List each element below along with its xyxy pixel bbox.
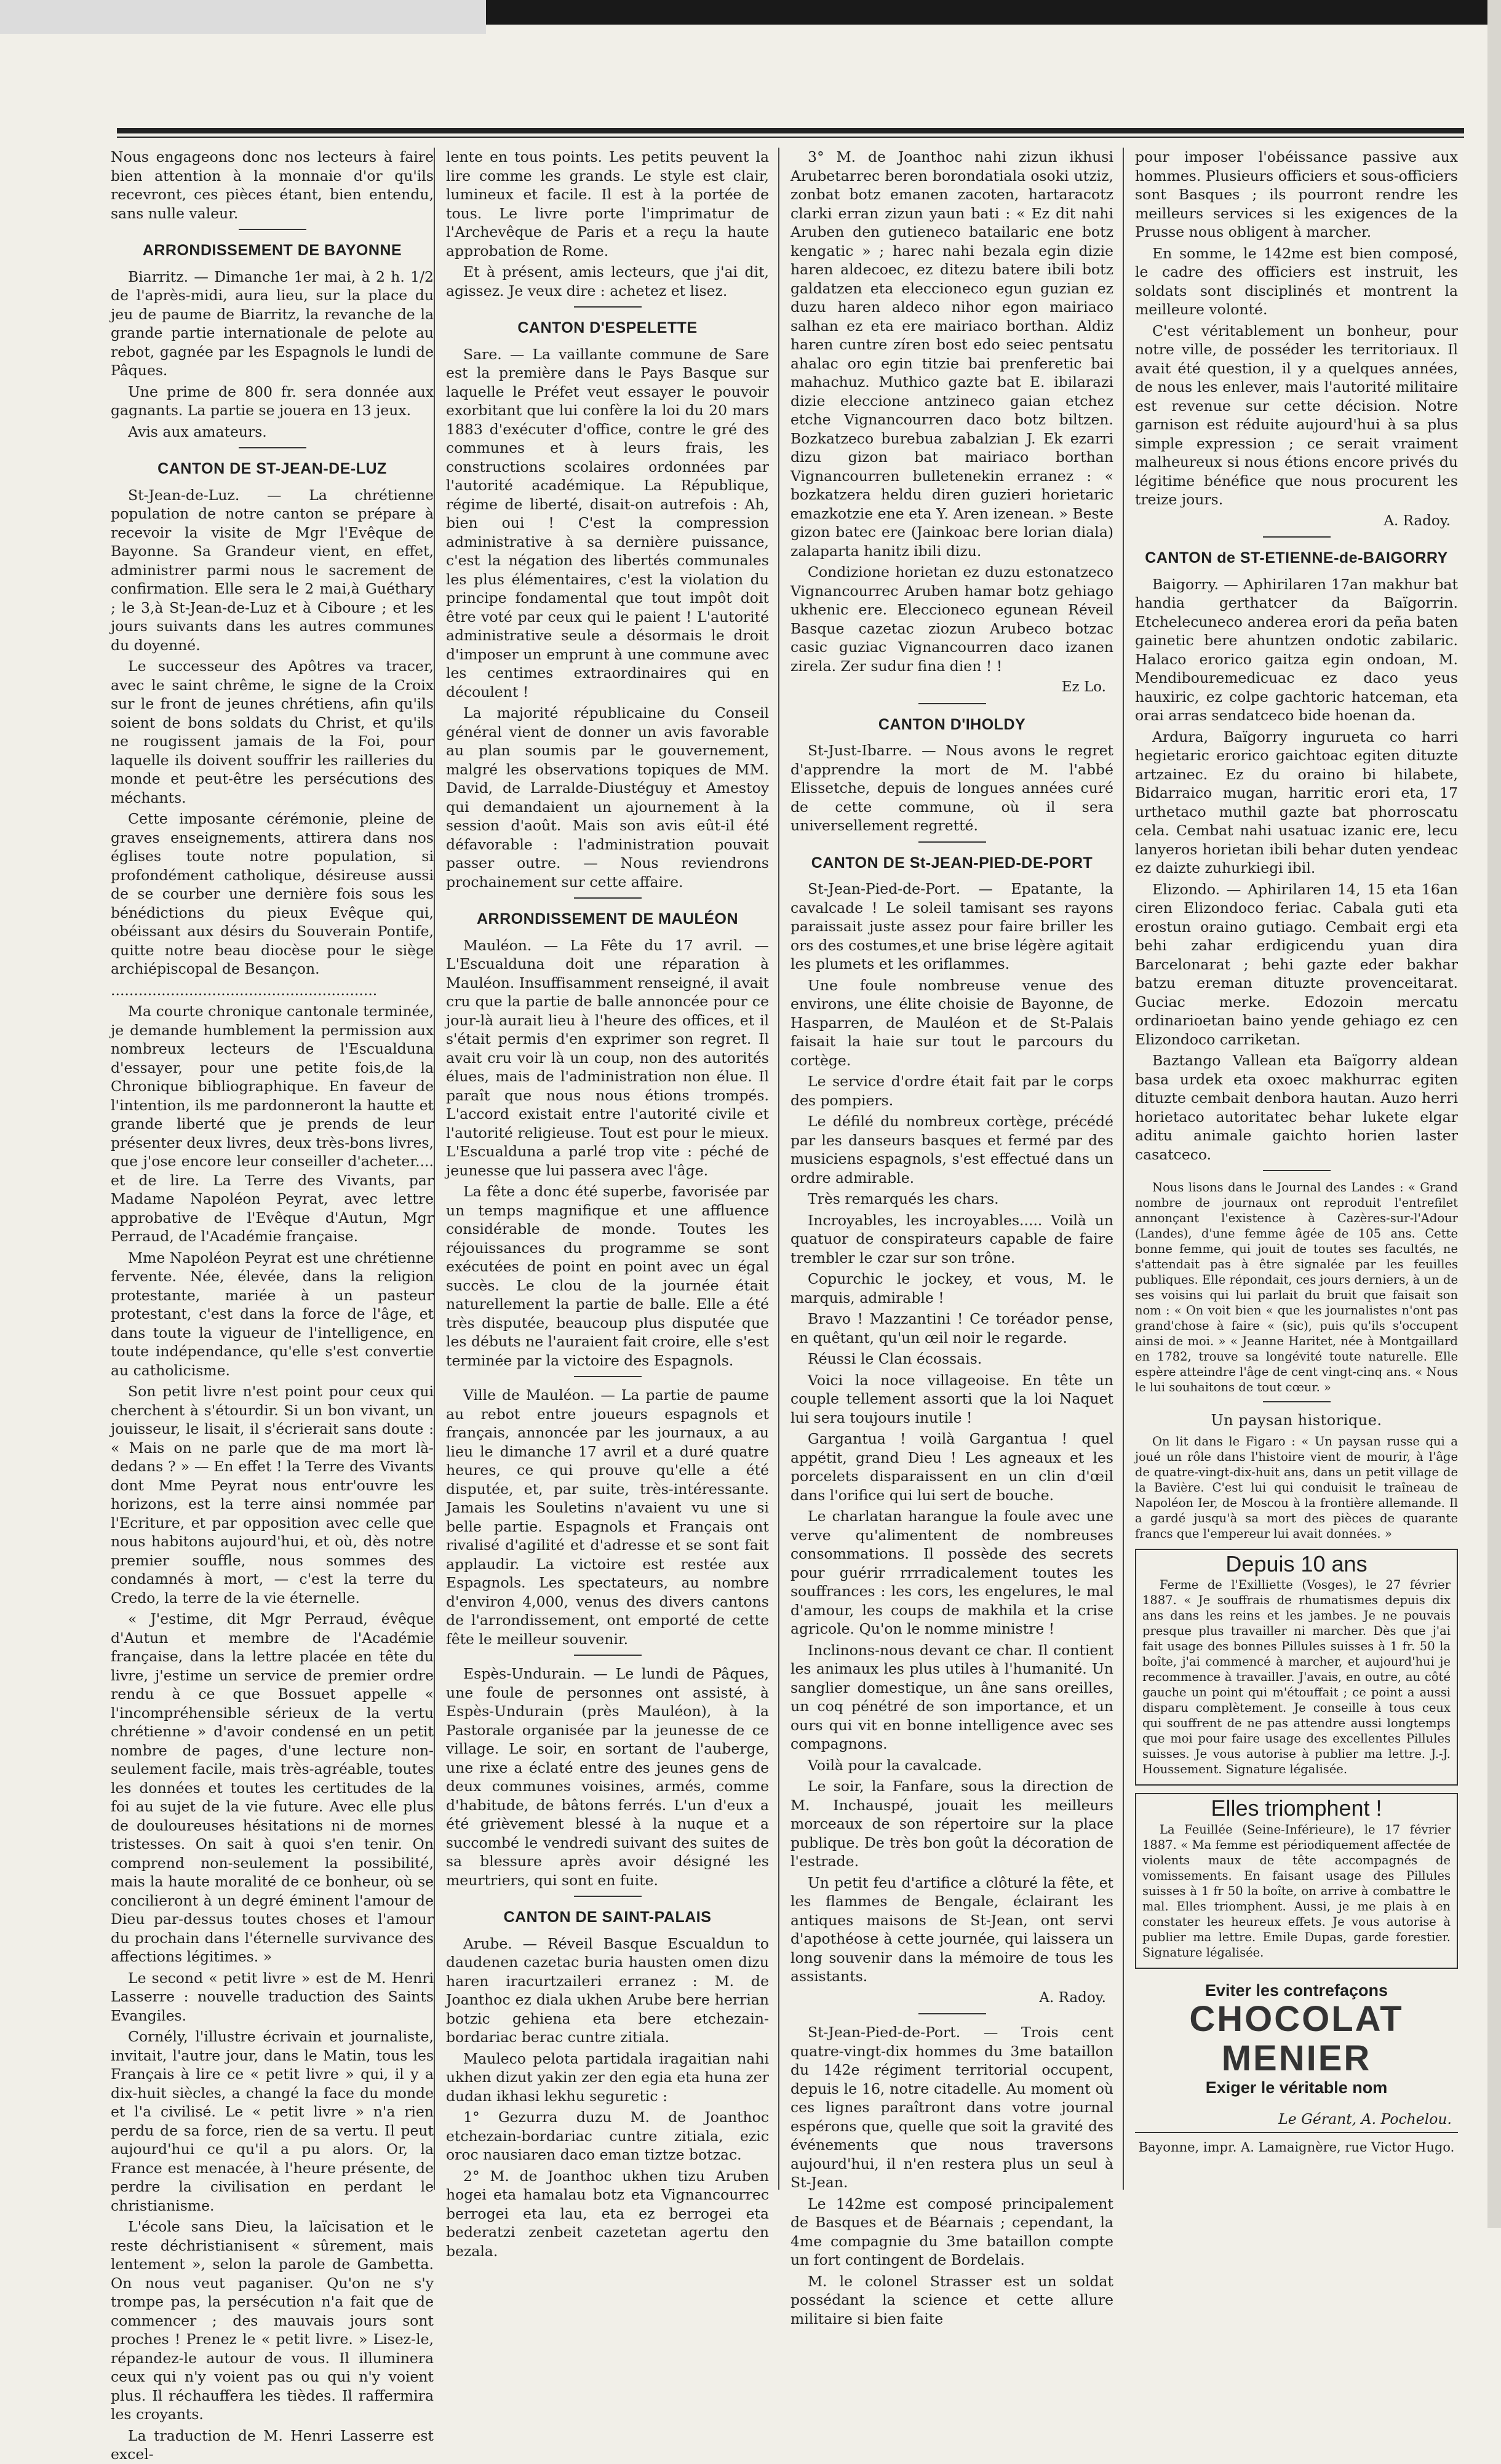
paragraph: Une prime de 800 fr. sera donnée aux gagnants. La partie se jouera en 13 jeux. bbox=[111, 383, 434, 419]
paragraph: Réussi le Clan écossais. bbox=[808, 1350, 982, 1367]
gerant-signature: Le Gérant, A. Pochelou. bbox=[1278, 2110, 1452, 2128]
ad-tagline: Exiger le véritable nom bbox=[1205, 2078, 1388, 2097]
paragraph: On lit dans le Figaro : « Un paysan russe qui a joué un rôle dans l'histoire vient de mourir, à l'âge de quatre-vingt-dix-huit ans, dans un petit village de la Bavière. C'est lui qui conduisit le traîneau de Napoléon Ier, de Moscou à la frontière allemande. Il a gardé jusqu'à sa mort des pièces de quarante francs que l'empereur lui avait données. » bbox=[1135, 1434, 1458, 1541]
paragraph: Mauléon. — La Fête du 17 avril. — L'Escualduna doit une réparation à Mauléon. Insuffisamment renseigné, il avait cru que la partie de balle annoncée pour ce jour-là aurait lieu à l'heure des offices, et il s'était permis d'en exprimer son regret. Il avait cru voir là un coup, non des autorités élues, mais de l'administration non élue. Il paraît que nous nous étions trompés. L'accord existait entre l'autorité civile et l'autorité religieuse. Tout est pour le mieux. L'Escualduna a parlé trop vite : péché de jeunesse que lui passera avec l'âge. bbox=[446, 936, 769, 1179]
column-rule bbox=[1123, 148, 1124, 2190]
paragraph: Le charlatan harangue la foule avec une verve qu'alimentent de nombreuses consommations. Il possède des secrets pour guérir rrrradicalement toutes les souffrances : les cors, les engelures, le mal d'amour, les coups de makhila et la crise agricole. Qu'on le nomme ministre ! bbox=[790, 1508, 1113, 1637]
paragraph: pour imposer l'obéissance passive aux hommes. Plusieurs officiers et sous-officiers sont Basques ; ils pourront rendre les meilleurs services si les exigences de la Prusse nous obligent à marcher. bbox=[1135, 148, 1458, 240]
paragraph: Un petit feu d'artifice a clôturé la fête, et les flammes de Bengale, éclairant les antiques maisons de St-Jean, ont servi d'apothéose à cette journée, qui laissera un long souvenir dans la mémoire de tous les assistants. bbox=[790, 1874, 1113, 1985]
column-rule bbox=[778, 148, 779, 2190]
paragraph: Nous lisons dans le Journal des Landes : « Grand nombre de journaux ont reproduit l'entrefilet annonçant l'existence à Cazères-sur-l'Adour (Landes), d'une femme âgée de 105 ans. Cette bonne femme, qui jouit de toutes ses facultés, ne s'attendait pas à être signalée par les feuilles publiques. Elle répondait, ces jours derniers, à un de ses voisins qui lui parlait du bruit que faisait son nom : « On voit bien « que les journalistes n'ont pas grand'chose à faire « (sic), puis qu'ils s'occupent ainsi de moi. » « Jeanne Haritet, née à Montgaillard en 1782, trouve sa longévité toute naturelle. Elle espère atteindre l'âge de cent vingt-cinq ans. « Nous le lui souhaitons de tout cœur. » bbox=[1135, 1180, 1458, 1394]
paragraph: La majorité républicaine du Conseil général vient de donner un avis favorable au plan soumis par le gouvernement, malgré les observations topiques de MM. David, de Larralde-Diustéguy et Amestoy qui demandaient un ajournement à la session d'août. Mais son avis eût-il été défavorable : l'administration pouvait passer outre. — Nous reviendrons prochainement sur cette affaire. bbox=[446, 704, 769, 891]
paragraph: Gargantua ! voilà Gargantua ! quel appétit, grand Dieu ! Les agneaux et les porcelets disparaissent en un clin d'œil dans l'orifice qui lui sert de bouche. bbox=[790, 1430, 1113, 1504]
paragraph: Bravo ! Mazzantini ! Ce toréador pense, en quêtant, qu'un œil noir le regarde. bbox=[790, 1310, 1113, 1346]
column-2 bbox=[446, 148, 769, 2260]
paragraph: Voici la noce villageoise. En tête un couple tellement assorti que la loi Naquet lui sera toujours inutile ! bbox=[790, 1371, 1113, 1426]
paragraph: Le service d'ordre était fait par le corps des pompiers. bbox=[790, 1073, 1113, 1109]
separator bbox=[918, 703, 986, 704]
ad-text: La Feuillée (Seine-Inférieure), le 17 février 1887. « Ma femme est périodiquement affectée de violents maux de tête accompagnés de vomissements. En faisant usage des Pillules suisses à 1 fr 50 la boîte, on arrive à combattre le mal. Elles triomphent. Aussi, je me plais à en constater les heureux effets. Je vous autorise à publier ma lettre. Emile Dupas, garde forestier. Signature légalisée. bbox=[1142, 1822, 1451, 1960]
paragraph: Condizione horietan ez duzu estonatzeco Vignancourrec Aruben hamar botz gehiago ukhenic ere. Eleccioneco egunean Réveil Basque cazetac ziozun Arubeco botzac casic guziac Vignancourren daco izanen zirela. Zer sudur fina dien ! ! bbox=[790, 563, 1113, 675]
header-rule bbox=[117, 128, 1464, 133]
paragraph: Voilà pour la cavalcade. bbox=[808, 1756, 982, 1774]
paragraph: St-Jean-Pied-de-Port. — Trois cent quatre-vingt-dix hommes du 3me bataillon du 142e régiment territorial occupent, depuis le 16, notre citadelle. Au moment où ces lignes paraîtront dans votre journal espérons que, quelle que soit la gravité des événements que nous traversons aujourd'hui, il n'en restera plus un seul à St-Jean. bbox=[790, 2024, 1113, 2191]
paragraph: 2° M. de Joanthoc ukhen tizu Aruben hogei eta hamalau botz eta Vignancourrec berrogei eta lau, eta ez berrogei eta bederatzi zenbeit cazetetan agertu den bezala. bbox=[446, 2167, 769, 2260]
advertisement-chocolat-menier bbox=[1135, 1981, 1458, 2097]
separator bbox=[918, 841, 986, 843]
ad-brand: MENIER bbox=[1221, 2038, 1372, 2078]
paragraph: 1° Gezurra duzu M. de Joanthoc etchezain-bordariac cuntre zitiala, ezic oroc nausiaren daco eman tiztze botzac. bbox=[446, 2108, 769, 2163]
paragraph: Le 142me est composé principalement de Basques et de Béarnais ; cependant, la 4me compagnie du 3me bataillon compte un fort contingent de Bordelais. bbox=[790, 2195, 1113, 2268]
paragraph: Cette imposante cérémonie, pleine de graves enseignements, attirera dans nos églises toute notre population, si profondément catholique, désireuse aussi de se courber une dernière fois sous les bénédictions du pieux Evêque qui, obéissant aux désirs du Souverain Pontife, quitte notre beau diocèse pour le siège archiépiscopal de Besançon. bbox=[111, 810, 434, 977]
paragraph: Mauleco pelota partidala iragaitian nahi ukhen dizut yakin zer den egia eta huna zer dudan ikhasi lekhu seguretic : bbox=[446, 2049, 769, 2105]
ad-tagline: Eviter les contrefaçons bbox=[1204, 1981, 1388, 2000]
separator bbox=[1263, 1401, 1331, 1402]
section-heading: ARRONDISSEMENT DE BAYONNE bbox=[142, 242, 402, 259]
paragraph: « J'estime, dit Mgr Perraud, évêque d'Autun et membre de l'Académie française, dans la lettre placée en tête du livre, j'estime un service de premier ordre rendu à ce que Bossuet appelle « l'incompréhensible sérieux de la vertu chrétienne » d'avoir condensé en un petit nombre de pages, d'une lecture non-seulement facile, mais très-agréable, toutes les données et toutes les certitudes de la foi au sujet de la vie future. Avec elle plus de douloureuses hésitations ni de mornes tristesses. On sait à quoi s'en tenir. On comprend non-seulement la possibilité, mais la haute moralité de ce bonheur, où se concilieront à un degré éminent l'amour de Dieu par-dessus toutes choses et l'amour du prochain dans l'éternelle survivance des affections légitimes. » bbox=[111, 1610, 434, 1965]
separator bbox=[918, 2013, 986, 2014]
paragraph: Très remarqués les chars. bbox=[808, 1190, 999, 1207]
ad-text: Ferme de l'Exilliette (Vosges), le 27 février 1887. « Je souffrais de rhumatismes depuis dix ans dans les reins et les jambes. Je ne pouvais presque plus travailler ni marcher. Dès que j'ai fait usage des bonnes Pillules suisses à 1 fr. 50 la boîte, j'ai commencé à marcher, et aujourd'hui je recommence à travailler. J'avais, en outre, au côté gauche un point qui m'étouffait ; ce point a aussi disparu complètement. Je conseille à tous ceux qui souffrent de ne pas attendre aussi longtemps que moi pour faire usage des excellentes Pillules suisses. Je vous autorise à publier ma lettre. J.-J. Houssement. Signature légalisée. bbox=[1142, 1578, 1451, 1776]
paragraph: Ardura, Baïgorry ingurueta co harri hegietaric erorico gaichtoac egiten dituzte artzainec. Ez du oraino bi hilabete, Bidarraico mugan, harritic erori eta, 17 urthetaco muthil gazte bat phorroscatu cela. Cembat nahi usatuac izanic ere, lecu lanyeros horietan ibili behar duten yendeac ez daizte zuhurkiegi ibil. bbox=[1135, 728, 1458, 876]
paragraph: Avis aux amateurs. bbox=[128, 423, 267, 440]
paragraph: Sare. — La vaillante commune de Sare est la première dans le Pays Basque sur laquelle le Préfet veut essayer le pouvoir exorbitant que lui confère la loi du 20 mars 1883 d'exécuter d'office, contre le gré des communes et à leurs frais, les constructions scolaires ordonnées par l'autorité académique. La République, régime de liberté, disait-on autrefois : Ah, bien oui ! C'est la compression administrative à sa dernière puissance, c'est la négation des libertés communales les plus élémentaires, c'est la violation du principe fondamental que tout impôt doit être voté par ceux qui le paient ! L'autorité administrative seule a désormais le droit d'imposer un emprunt à une commune avec les centimes extraordinaires qui en découlent ! bbox=[446, 345, 769, 701]
ad-title: Depuis 10 ans bbox=[1225, 1551, 1368, 1576]
paragraph: Arube. — Réveil Basque Escualdun to daudenen cazetac buria hausten omen dizu haren iracurtzaileri erranez : M. de Joanthoc ez diala ukhen Arube bere herrian botzic gehiena eta bere etchezain-bordariac berac cuntre zitiala. bbox=[446, 1934, 769, 2046]
signature: A. Radoy. bbox=[1039, 1989, 1106, 2006]
paragraph: Copurchic le jockey, et vous, M. le marquis, admirable ! bbox=[790, 1270, 1113, 1306]
ad-title: Elles triomphent ! bbox=[1211, 1795, 1382, 1821]
paragraph: Le soir, la Fanfare, sous la direction de M. Inchauspé, jouait les meilleurs morceaux de son répertoire sur la place publique. De très bon goût la décoration de l'estrade. bbox=[790, 1778, 1113, 1870]
paragraph: M. le colonel Strasser est un soldat possédant la science et cette allure militaire si bien faite bbox=[790, 2272, 1113, 2327]
advertisement-pillules-2 bbox=[1135, 1793, 1458, 1969]
paragraph: Biarritz. — Dimanche 1er mai, à 2 h. 1/2 de l'après-midi, aura lieu, sur la place du jeu de paume de Biarritz, la revanche de la grande partie internationale de pelote au rebot, gagnée par les Espagnols le lundi de Pâques. bbox=[111, 268, 434, 379]
separator bbox=[239, 447, 306, 448]
paragraph: St-Jean-Pied-de-Port. — Epatante, la cavalcade ! Le soleil tamisant ses rayons paraissait juste assez pour faire briller les ors des costumes,et une brise légère agitait les plumets et les oriflammes. bbox=[790, 880, 1113, 972]
separator bbox=[574, 306, 642, 308]
ad-brand: CHOCOLAT bbox=[1189, 1999, 1404, 2039]
paragraph: lente en tous points. Les petits peuvent la lire comme les grands. Le style est clair, lumineux et facile. Il est à la portée de tous. Le livre porte l'imprimatur de l'Archevêque de Paris et a reçu la haute approbation de Rome. bbox=[446, 148, 769, 260]
paragraph: St-Just-Ibarre. — Nous avons le regret d'apprendre la mort de M. l'abbé Elissetche, depuis de longues années curé de cette commune, où il sera universellement regretté. bbox=[790, 742, 1113, 834]
section-heading: Un paysan historique. bbox=[1211, 1412, 1382, 1429]
separator bbox=[574, 1376, 642, 1377]
signature: A. Radoy. bbox=[1384, 512, 1451, 529]
paragraph: La traduction de M. Henri Lasserre est excel- bbox=[111, 2426, 434, 2463]
paragraph: Incroyables, les incroyables..... Voilà un quatuor de conspirateurs capable de faire trembler le czar sur son trône. bbox=[790, 1211, 1113, 1266]
paragraph: Le successeur des Apôtres va tracer, avec le saint chrême, le signe de la Croix sur le front de jeunes chrétiens, afin qu'ils soient de bons soldats du Christ, et qu'ils ne rougissent jamais de la Foi, pour laquelle ils doivent souffrir les railleries du monde et peut-être les persécutions des méchants. bbox=[111, 658, 434, 806]
separator bbox=[1263, 1170, 1331, 1171]
paragraph: Son petit livre n'est point pour ceux qui cherchent à s'étourdir. Si un bon vivant, un jouisseur, le lisait, il s'écrierait sans doute : « Mais on ne parle que de ma mort là-dedans ? » — En effet ! la Terre des Vivants dont Mme Peyrat nous entr'ouvre les horizons, est la terre ainsi nommée par l'Ecriture, et par opposition avec celle que nous habitons aujourd'hui, et où, dès notre premier souffle, nous sommes des condamnés à mort, — c'est la terre du Credo, la terre de la vie éternelle. bbox=[111, 1383, 434, 1607]
paragraph: 3° M. de Joanthoc nahi zizun ikhusi Arubetarrec beren borondatiala osoki utziz, zonbat botz emanen zacoten, hartaracotz clarki erran zizun yaun bati : « Ez dit nahi Aruben den gutieneco batailaric ene botz kengatic » ; harec nahi bezala egin dizie haren aldecoec, ez ditezu batere ibili botz galdatzen eta eleccioneco egun guzian ez duzu haren aldeco nihor egon mairiaco salhan ez eta ere mairiaco borthan. Aldiz haren cuntre zíren bost edo seiec pentsatu ahalac oro egin titzie bai prenferetic bai mahachuz. Muthico gazte bat E. ibilarazi dizie eleccione antzineco gaian etchez etche Vignancourren daco botz biltzen. Bozkatzeco burebua zabalzian J. Ek ezarri dizu gizon bat mairiaco borthan Vignancourren bulletenekin erranez : « bozkatzera heldu diren guzieri horietaric emazkotzie ene eta Y. Aren izenean. » Beste gizon batec ere (Jainkoac bere lorian diala) zalaparta hanitz ibili dizu. bbox=[790, 148, 1113, 560]
separator bbox=[574, 1655, 642, 1656]
paragraph: Et à présent, amis lecteurs, que j'ai dit, agissez. Je veux dire : achetez et lisez. bbox=[446, 263, 769, 300]
header-rule-thin bbox=[117, 137, 1464, 138]
scan-right-edge bbox=[1487, 0, 1501, 2228]
paragraph: La fête a donc été superbe, favorisée par un temps magnifique et une affluence considérable de monde. Toutes les réjouissances du programme se sont exécutées de point en point avec un égal succès. Le clou de la journée était naturellement la partie de balle. Elle a été très disputée, beaucoup plus disputée que les débuts ne l'auraient fait croire, elle s'est terminée par la victoire des Espagnols. bbox=[446, 1183, 769, 1369]
separator bbox=[239, 229, 306, 230]
paragraph: C'est véritablement un bonheur, pour notre ville, de posséder les territoriaux. Il avait été question, il y a quelques années, de nous les enlever, mais l'autorité militaire est revenue sur cette décision. Notre garnison est réduite aujourd'hui à sa plus simple expression ; ce serait vraiment malheureux si nous étions encore privés du légitime bénéfice que nous procurent les treize jours. bbox=[1135, 322, 1458, 508]
paragraph: Une foule nombreuse venue des environs, une élite choisie de Bayonne, de Hasparren, de Mauléon et de St-Palais faisait la haie sur tout le parcours du cortège. bbox=[790, 976, 1113, 1069]
section-heading: ARRONDISSEMENT DE MAULÉON bbox=[476, 910, 738, 928]
paragraph: Ville de Mauléon. — La partie de paume au rebot entre joueurs espagnols et français, annoncée par les journaux, a au lieu le dimanche 17 avril et a duré quatre heures, ce qui prouve qu'elle a été disputée, et, par suite, très-intéressante. Jamais les Souletins n'avaient vu une si belle partie. Espagnols et Français ont rivalisé d'agilité et d'adresse et se sont fait applaudir. La victoire est restée aux Espagnols. Les spectateurs, au nombre d'environ 4,000, venus des divers cantons de l'arrondissement, ont emporté de cette fête le meilleur souvenir. bbox=[446, 1386, 769, 1648]
column-rule bbox=[434, 148, 435, 2190]
section-heading: CANTON DE St-JEAN-PIED-DE-PORT bbox=[811, 854, 1093, 872]
advertisement-pillules-1 bbox=[1135, 1549, 1458, 1786]
scan-top-border bbox=[0, 0, 1501, 25]
section-heading: CANTON D'IHOLDY bbox=[878, 715, 1026, 733]
scan-top-light bbox=[0, 0, 486, 34]
column-3 bbox=[790, 148, 1113, 2327]
separator bbox=[1263, 536, 1331, 538]
separator bbox=[574, 1896, 642, 1897]
paragraph: Le défilé du nombreux cortège, précédé par les danseurs basques et fermé par des musiciens espagnols, s'est effectué dans un ordre admirable. bbox=[790, 1113, 1113, 1186]
paragraph: L'école sans Dieu, la laïcisation et le reste déchristianisent « sûrement, mais lentement », selon la parole de Gambetta. On nous veut paganiser. Qu'on ne s'y trompe pas, la persécution n'a fait que de commencer ; des mauvais jours sont proches ! Prenez le « petit livre. » Lisez-le, répandez-le autour de vous. Il illuminera ceux qui n'y voient pas ou qui n'y voient plus. Il réchauffera les tièdes. Il raffermira les croyants. bbox=[111, 2218, 434, 2423]
paragraph: St-Jean-de-Luz. — La chrétienne population de notre canton se prépare à recevoir la visite de Mgr l'Evêque de Bayonne. Sa Grandeur vient, en effet, administrer parmi nous le sacrement de confirmation. Elle sera le 2 mai,à Guéthary ; le 3,à St-Jean-de-Luz et à Ciboure ; et les jours suivants dans les autres communes du doyenné. bbox=[111, 486, 434, 654]
signature: Ez Lo. bbox=[1061, 679, 1106, 695]
paragraph: Ma courte chronique cantonale terminée, je demande humblement la permission aux nombreux lecteurs de l'Escualduna d'essayer, pour une petite fois,de la Chronique bibliographique. En faveur de l'intention, ils me pardonneront la hautte et grande liberté que je prends de leur présenter deux livres, deux très-bons livres, que j'ose encore leur conseiller d'acheter.... et de lire. La Terre des Vivants, par Madame Napoléon Peyrat, avec lettre approbative de l'Evêque d'Autun, Mgr Perraud, de l'Académie française. bbox=[111, 1003, 434, 1245]
paragraph: Espès-Undurain. — Le lundi de Pâques, une foule de personnes ont assisté, à Espès-Undurain (près Mauléon), à la Pastorale organisée par la jeunesse de ce village. Le soir, en sortant de l'auberge, une rixe a éclaté entre des jeunes gens de deux communes voisines, armés, comme d'habitude, de bâtons ferrés. L'un d'eux a été grièvement blessé à la nuque et a succombé le vendredi suivant des suites de sa blessure après avoir désigné les meurtriers, qui sont en fuite. bbox=[446, 1665, 769, 1889]
paragraph: Inclinons-nous devant ce char. Il contient les animaux les plus utiles à l'humanité. Un sanglier domestique, un âne sans oreilles, un coq pénétré de son importance, et un ours qui vit en bonne intelligence avec ses compagnons. bbox=[790, 1641, 1113, 1752]
section-heading: CANTON DE ST-JEAN-DE-LUZ bbox=[157, 460, 387, 477]
paragraph: Elizondo. — Aphirilaren 14, 15 eta 16an ciren Elizondoco feriac. Cabala guti eta erostun oraino gutiago. Cembait ergi eta behi zahar erdigicendu yuan dira Barcelonarat ; behi gazte eder bakhar batzu ereman dituzte provenceitarat. Guciac merke. Edozoin mercatu ordinarioetan baino yende gehiago ez cen Elizondoco carriketan. bbox=[1135, 880, 1458, 1048]
dotted-separator: .......................................................... bbox=[111, 981, 378, 999]
paragraph: Le second « petit livre » est de M. Henri Lasserre : nouvelle traduction des Saints Evangiles. bbox=[111, 1969, 434, 2024]
section-heading: CANTON de ST-ETIENNE-de-BAIGORRY bbox=[1145, 549, 1448, 566]
column-4 bbox=[1135, 148, 1458, 2202]
section-heading: CANTON D'ESPELETTE bbox=[517, 319, 698, 336]
paragraph: Mme Napoléon Peyrat est une chrétienne fervente. Née, élevée, dans la religion protestante, mariée à un pasteur protestant, c'est dans la force de l'âge, et dans toute la vigueur de l'intelligence, en toute indépendance, qu'elle s'est convertie au catholicisme. bbox=[111, 1249, 434, 1379]
paragraph: Baigorry. — Aphirilaren 17an makhur bat handia gerthatcer da Baïgorrin. Etchelecuneco anderea erori da peña baten gainetic bere ahuntzen ondotic zabilaric. Halaco erorico gaitza egin ondoan, M. Mendibouremedicuac ez daco yeus hauxiric, ez colpe gachtoric hatceman, eta orai arras sendatceco bide hoenan da. bbox=[1135, 575, 1458, 724]
separator bbox=[574, 897, 642, 899]
paragraph: En somme, le 142me est bien composé, le cadre des officiers est instruit, les soldats sont disciplinés et montrent la meilleure volonté. bbox=[1135, 244, 1458, 318]
section-heading: CANTON DE SAINT-PALAIS bbox=[503, 1909, 712, 1926]
printer-imprint: Bayonne, impr. A. Lamaignère, rue Victor Hugo. bbox=[1135, 2132, 1458, 2157]
paragraph: Cornély, l'illustre écrivain et journaliste, invitait, l'autre jour, dans le Matin, tous les Français à lire ce « petit livre » qui, il y a dix-huit siècles, a changé la face du monde et l'a civilisé. Le « petit livre » n'a rien perdu de sa force, rien de sa vertu. Il peut aujourd'hui ce qu'il a pu alors. Or, la France est menacée, à l'heure présente, de perdre la civilisation en perdant le christianisme. bbox=[111, 2028, 434, 2214]
paragraph: Baztango Vallean eta Baïgorry aldean basa urdek eta oxoec makhurrac egiten dituzte cembait denbora hautan. Auzo herri horietaco autoritatec behar lukete elgar aditu animale gaichto horien laster casatceco. bbox=[1135, 1052, 1458, 1163]
column-1 bbox=[111, 148, 434, 2463]
paragraph: Nous engageons donc nos lecteurs à faire bien attention à la monnaie d'or qu'ils recevront, ces pièces étant, bien entendu, sans nulle valeur. bbox=[111, 148, 434, 222]
